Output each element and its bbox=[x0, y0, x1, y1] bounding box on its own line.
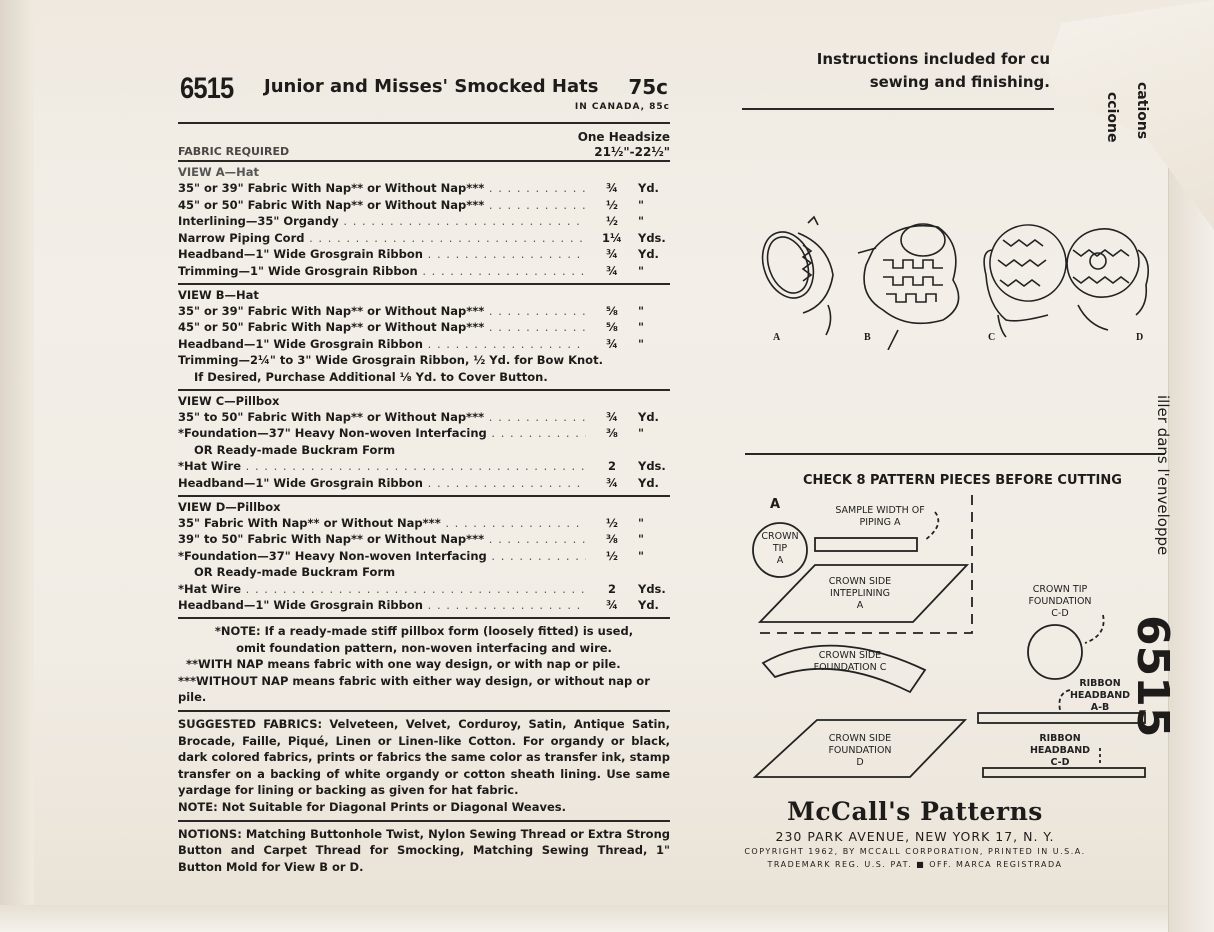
notions: NOTIONS: Matching Buttonhole Twist, Nylon Sewing Thread or Extra Strong Button and Carpet Thread for Smocking, Matching Sewing Thread, 1" Button Mold for View B or D. bbox=[178, 826, 670, 874]
piece-label: HEADBAND bbox=[1029, 745, 1091, 756]
piece-label: FOUNDATION bbox=[828, 745, 892, 756]
row-qty: ⅜ bbox=[606, 426, 618, 441]
row-desc: 45" or 50" Fabric With Nap** or Without Nap*** . . . bbox=[178, 197, 586, 214]
view-heading: VIEW B—Hat bbox=[178, 287, 259, 302]
table-row bbox=[178, 581, 670, 598]
instructions-line-1: Instructions included for cu bbox=[816, 50, 1050, 68]
row-unit: " bbox=[638, 320, 644, 335]
fabric-requirements-panel bbox=[178, 70, 670, 879]
torn-fragment-text: ccione bbox=[1104, 92, 1120, 143]
row-qty: ¾ bbox=[606, 263, 618, 278]
table-row bbox=[178, 515, 670, 532]
table-row bbox=[178, 213, 670, 230]
view-heading: VIEW A—Hat bbox=[178, 165, 260, 179]
publisher-address: 230 PARK AVENUE, NEW YORK 17, N. Y. bbox=[775, 829, 1055, 844]
row-unit: Yd. bbox=[638, 598, 659, 613]
row-qty: 2 bbox=[607, 459, 616, 474]
row-qty: ¾ bbox=[606, 409, 618, 424]
table-row bbox=[178, 531, 670, 548]
instructions-line-2: sewing and finishing. bbox=[869, 73, 1050, 91]
row-unit: Yd. bbox=[638, 409, 659, 424]
piece-label: INTEPLINING bbox=[830, 588, 890, 599]
row-desc: Interlining—35" Organdy . . . bbox=[178, 213, 586, 230]
row-qty: 1¼ bbox=[602, 230, 622, 245]
piece-label: FOUNDATION bbox=[1028, 596, 1092, 607]
piece-label: CROWN bbox=[761, 531, 799, 542]
torn-fragment-text: cations bbox=[1134, 82, 1150, 140]
table-row bbox=[178, 597, 670, 614]
row-unit: " bbox=[638, 532, 644, 547]
piece-label: A-B bbox=[1090, 702, 1110, 713]
pattern-title: Junior and Misses' Smocked Hats bbox=[264, 76, 599, 97]
row-unit: Yds. bbox=[638, 230, 666, 245]
row-unit: " bbox=[638, 426, 644, 441]
table-row bbox=[178, 458, 670, 475]
paper-edge-bottom bbox=[0, 905, 1214, 932]
row-desc: Trimming—1" Wide Grosgrain Ribbon . . . bbox=[178, 263, 586, 280]
piece-label: C-D bbox=[1050, 757, 1070, 768]
copyright-line: COPYRIGHT 1962, BY MCCALL CORPORATION, PRINTED IN U.S.A. bbox=[744, 847, 1086, 856]
piece-crown-tip-foundation bbox=[1010, 584, 1110, 620]
headsize-heading: One Headsize bbox=[577, 130, 670, 144]
table-row bbox=[178, 263, 670, 280]
view-label-d: D bbox=[1136, 332, 1144, 343]
flap-side-text: iller dans l'enveloppe bbox=[1154, 395, 1172, 556]
row-qty: ¾ bbox=[606, 247, 618, 262]
row-unit: Yd. bbox=[638, 247, 659, 262]
piece-label: A bbox=[856, 600, 864, 611]
alt-option: OR Ready-made Buckram Form bbox=[194, 442, 396, 457]
row-desc: 35" Fabric With Nap** or Without Nap*** . . . bbox=[178, 515, 586, 532]
trademark-line: TRADEMARK REG. U.S. PAT. ■ OFF. MARCA REGISTRADA bbox=[767, 860, 1063, 869]
instructions-note bbox=[790, 48, 1050, 94]
row-desc: Headband—1" Wide Grosgrain Ribbon . . . bbox=[178, 246, 586, 263]
pillbox-note-cont: omit foundation pattern, non-woven interfacing and wire. bbox=[236, 640, 612, 655]
envelope-fold-flap bbox=[1168, 100, 1214, 932]
button-note: If Desired, Purchase Additional ⅛ Yd. to Cover Button. bbox=[194, 369, 548, 384]
check-pieces-heading: CHECK 8 PATTERN PIECES BEFORE CUTTING bbox=[803, 473, 1122, 488]
brand-logo: McCall's Patterns bbox=[787, 797, 1043, 826]
piece-label: CROWN SIDE bbox=[828, 733, 892, 744]
row-qty: ⅝ bbox=[606, 320, 618, 335]
pattern-number: 6515 bbox=[180, 72, 234, 105]
row-desc: Headband—1" Wide Grosgrain Ribbon . . . bbox=[178, 336, 586, 353]
piece-label: TIP bbox=[772, 543, 788, 554]
pattern-header bbox=[178, 70, 670, 122]
row-desc: 35" to 50" Fabric With Nap** or Without Nap*** . . . bbox=[178, 409, 586, 426]
suggested-fabrics bbox=[178, 712, 670, 820]
table-row bbox=[178, 197, 670, 214]
view-d-section bbox=[178, 497, 670, 618]
table-row bbox=[178, 425, 670, 442]
view-label-a: A bbox=[773, 332, 781, 343]
pillbox-note: *NOTE: If a ready-made stiff pillbox form (loosely fitted) is used, bbox=[214, 624, 634, 639]
price: 75c bbox=[628, 75, 668, 99]
piece-label: FOUNDATION C bbox=[813, 662, 887, 673]
table-row bbox=[178, 303, 670, 320]
hat-sketches-icon bbox=[748, 205, 1158, 350]
row-qty: ½ bbox=[606, 214, 618, 229]
headsize bbox=[578, 130, 670, 160]
piece-label: A bbox=[776, 555, 784, 566]
alt-option: OR Ready-made Buckram Form bbox=[194, 565, 396, 580]
paper-edge-left bbox=[0, 0, 34, 932]
table-row bbox=[178, 246, 670, 263]
table-row bbox=[178, 180, 670, 197]
fabric-required-label: FABRIC REQUIRED bbox=[178, 145, 290, 158]
piece-crown-tip-a bbox=[752, 531, 808, 567]
piece-label: CROWN SIDE bbox=[818, 650, 882, 661]
row-unit: Yd. bbox=[638, 475, 659, 490]
divider bbox=[742, 108, 1054, 110]
row-qty: ¾ bbox=[606, 475, 618, 490]
row-desc: *Foundation—37" Heavy Non-woven Interfacing . . . bbox=[178, 548, 586, 565]
piece-ribbon-headband-cd bbox=[1020, 733, 1100, 769]
table-row bbox=[178, 319, 670, 336]
table-row bbox=[178, 409, 670, 426]
suggested-fabrics-text: SUGGESTED FABRICS: Velveteen, Velvet, Corduroy, Satin, Antique Satin, Brocade, Faille, Piqué, Linen or Linen-like Cotton. For organdy or black, dark colored fabrics, prints or fabrics the same color as transfer ink, stamp transfer on a backing of white organdy or cotton sheath lining. Use same yardage for lining or backing as given for hat fabric. bbox=[178, 717, 670, 798]
diagonal-note: NOTE: Not Suitable for Diagonal Prints or Diagonal Weaves. bbox=[178, 800, 566, 814]
piece-crown-side-interlining bbox=[810, 576, 910, 612]
piece-label: HEADBAND bbox=[1069, 690, 1131, 701]
row-qty: ½ bbox=[606, 515, 618, 530]
pattern-pieces-diagram bbox=[745, 495, 1165, 785]
row-unit: " bbox=[638, 263, 644, 278]
without-nap-note: ***WITHOUT NAP means fabric with either way design, or without nap or pile. bbox=[178, 673, 650, 705]
row-qty: ¾ bbox=[606, 181, 618, 195]
with-nap-note: **WITH NAP means fabric with one way design, or with nap or pile. bbox=[186, 657, 621, 672]
trimming-note: Trimming—2¼" to 3" Wide Grosgrain Ribbon, ½ Yd. for Bow Knot. bbox=[178, 353, 603, 368]
row-desc: Narrow Piping Cord . . . bbox=[178, 230, 586, 247]
row-desc: *Hat Wire . . . bbox=[178, 581, 586, 598]
hat-illustrations bbox=[748, 205, 1158, 350]
piece-label: D bbox=[856, 757, 864, 768]
canada-price: IN CANADA, 85c bbox=[574, 102, 670, 112]
table-row bbox=[178, 475, 670, 492]
piece-label: CROWN SIDE bbox=[828, 576, 892, 587]
row-unit: Yd. bbox=[638, 181, 659, 195]
row-unit: " bbox=[638, 214, 644, 229]
row-unit: Yds. bbox=[638, 459, 666, 474]
view-heading: VIEW C—Pillbox bbox=[178, 393, 280, 408]
row-unit: " bbox=[638, 197, 644, 212]
row-unit: " bbox=[638, 336, 644, 351]
footnotes bbox=[178, 619, 670, 710]
row-qty: ⅜ bbox=[606, 532, 618, 547]
view-b-section bbox=[178, 285, 670, 389]
row-qty: 2 bbox=[607, 581, 616, 596]
row-qty: ⅝ bbox=[606, 303, 618, 318]
row-unit: " bbox=[638, 548, 644, 563]
view-label-b: B bbox=[864, 332, 871, 343]
table-row bbox=[178, 548, 670, 565]
piece-group-label: A bbox=[770, 497, 781, 512]
row-qty: ¾ bbox=[606, 336, 618, 351]
table-row bbox=[178, 230, 670, 247]
piece-label-sample-width: SAMPLE WIDTH OF PIPING A bbox=[835, 505, 925, 528]
headsize-range: 21½"-22½" bbox=[594, 145, 670, 159]
piece-label: RIBBON bbox=[1079, 678, 1121, 689]
piece-crown-side-foundation-d bbox=[810, 733, 910, 769]
view-a-section bbox=[178, 162, 670, 283]
row-desc: 45" or 50" Fabric With Nap** or Without Nap*** . . . bbox=[178, 319, 586, 336]
piece-crown-side-foundation-c bbox=[800, 650, 900, 674]
row-unit: Yds. bbox=[638, 581, 666, 596]
row-desc: 39" to 50" Fabric With Nap** or Without Nap*** . . . bbox=[178, 531, 586, 548]
view-heading: VIEW D—Pillbox bbox=[178, 499, 281, 514]
piece-label: CROWN TIP bbox=[1032, 584, 1088, 595]
row-desc: *Hat Wire . . . bbox=[178, 458, 586, 475]
table-row bbox=[178, 336, 670, 353]
fabric-required-header bbox=[178, 124, 670, 160]
row-qty: ½ bbox=[606, 548, 618, 563]
flap-pattern-number: 6515 bbox=[1127, 615, 1178, 738]
piece-label: C-D bbox=[1051, 608, 1069, 619]
row-qty: ¾ bbox=[606, 598, 618, 613]
divider bbox=[745, 453, 1165, 455]
view-c-section bbox=[178, 391, 670, 495]
row-unit: " bbox=[638, 303, 644, 318]
piece-label: RIBBON bbox=[1039, 733, 1081, 744]
row-qty: ½ bbox=[606, 197, 618, 212]
row-desc: Headband—1" Wide Grosgrain Ribbon . . . bbox=[178, 475, 586, 492]
view-label-c: C bbox=[988, 332, 996, 343]
row-desc: 35" or 39" Fabric With Nap** or Without Nap*** . . . bbox=[178, 180, 586, 197]
row-desc: 35" or 39" Fabric With Nap** or Without Nap*** . . . bbox=[178, 303, 586, 320]
row-desc: Headband—1" Wide Grosgrain Ribbon . . . bbox=[178, 597, 586, 614]
row-desc: *Foundation—37" Heavy Non-woven Interfacing . . . bbox=[178, 425, 586, 442]
row-unit: " bbox=[638, 515, 644, 530]
publisher-block bbox=[720, 796, 1110, 871]
